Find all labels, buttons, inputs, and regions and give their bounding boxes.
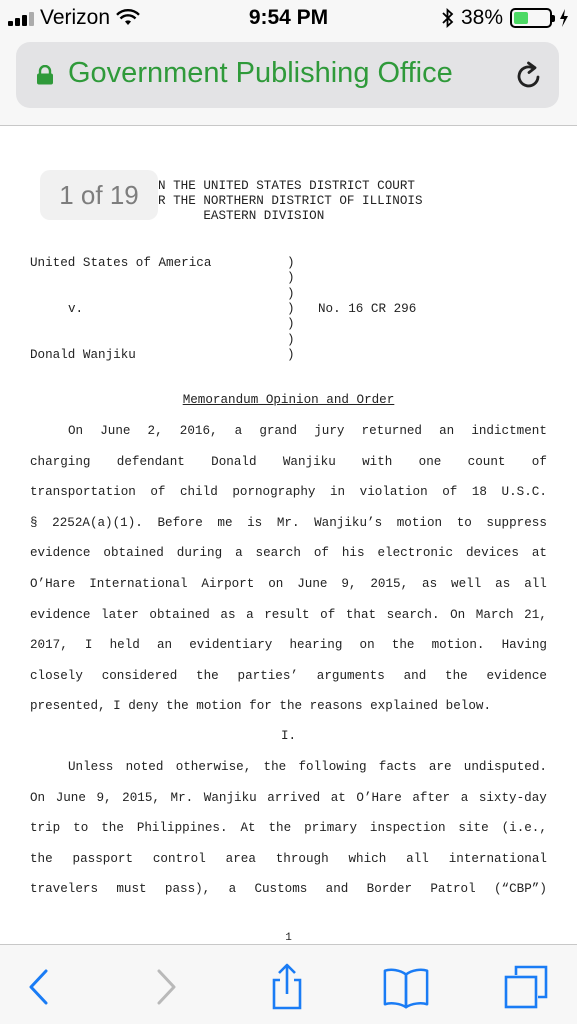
text-line: charging defendant Donald Wanjiku with one count of (30, 454, 547, 469)
caption-paren: ) (287, 332, 295, 347)
text-line: trip to the Philippines. At the primary inspection site (i.e., (30, 821, 547, 836)
text-line: Unless noted otherwise, the following facts are undisputed. (68, 760, 547, 774)
battery-percent: 38% (460, 6, 503, 29)
status-right (442, 6, 569, 30)
caption-paren: ) (287, 348, 295, 362)
court-heading-line: R THE NORTHERN DISTRICT OF ILLINOIS (158, 194, 423, 208)
text-line: transportation of child pornography in violation of 18 U.S.C. (30, 485, 547, 500)
court-heading-line: N THE UNITED STATES DISTRICT COURT (158, 179, 415, 193)
text-line: On June 9, 2015, Mr. Wanjiku arrived at O’Hare after a sixty-day (30, 790, 547, 805)
browser-header (0, 38, 577, 126)
battery-icon (510, 8, 552, 28)
back-icon (27, 968, 51, 1006)
status-bar (0, 0, 577, 38)
bookmarks-button[interactable] (382, 963, 430, 1011)
bookmarks-icon (382, 965, 430, 1009)
address-bar[interactable] (16, 42, 559, 108)
defendant-name: Donald Wanjiku (30, 348, 136, 362)
cropped-link-remnant (350, 126, 520, 127)
reload-icon[interactable] (513, 60, 545, 92)
caption-paren: ) (287, 317, 295, 332)
share-icon (269, 963, 305, 1011)
forward-icon (154, 968, 178, 1006)
page-number: 1 (285, 932, 292, 944)
bottom-toolbar (0, 944, 577, 1024)
document-title: Memorandum Opinion and Order (182, 393, 395, 407)
caption-paren: ) (287, 302, 295, 316)
text-line: evidence obtained during a search of his electronic devices at (30, 546, 547, 561)
tabs-icon (503, 964, 549, 1010)
case-number: No. 16 CR 296 (318, 302, 417, 316)
versus: v. (68, 302, 84, 316)
text-line: closely considered the parties’ arguments and the evidence (30, 668, 547, 683)
court-heading (158, 179, 423, 224)
forward-button[interactable] (142, 963, 190, 1011)
pdf-document[interactable] (0, 126, 577, 944)
court-heading-line: EASTERN DIVISION (158, 209, 325, 223)
caption-paren: ) (287, 256, 295, 270)
text-line: On June 2, 2016, a grand jury returned an indictment (68, 424, 547, 438)
text-line: 2017, I held an evidentiary hearing on the motion. Having (30, 638, 547, 653)
tabs-button[interactable] (502, 963, 550, 1011)
text-line: the passport control area through which all international (30, 851, 547, 866)
back-button[interactable] (15, 963, 63, 1011)
carrier-name: Verizon (40, 6, 111, 29)
caption-paren: ) (287, 271, 295, 286)
text-line: O’Hare International Airport on June 9, 2015, as well as all (30, 577, 547, 591)
charging-icon (559, 9, 569, 27)
caption-paren: ) (287, 286, 295, 301)
text-line: travelers must pass), a Customs and Border Patrol (“CBP”) (30, 882, 547, 897)
text-line: § 2252A(a)(1). Before me is Mr. Wanjiku’s motion to suppress (30, 515, 547, 530)
text-line: presented, I deny the motion for the reasons explained below. (30, 699, 492, 714)
plaintiff-name: United States of America (30, 256, 212, 270)
section-heading: I. (280, 729, 297, 743)
bluetooth-icon (442, 8, 454, 28)
clock: 9:54 PM (248, 6, 329, 29)
text-line: evidence later obtained as a result of that search. On March 21, (30, 607, 547, 622)
site-name: Government Publishing Office (68, 57, 453, 89)
lock-icon (36, 65, 54, 85)
share-button[interactable] (263, 963, 311, 1011)
page-indicator: 1 of 19 (40, 170, 158, 220)
